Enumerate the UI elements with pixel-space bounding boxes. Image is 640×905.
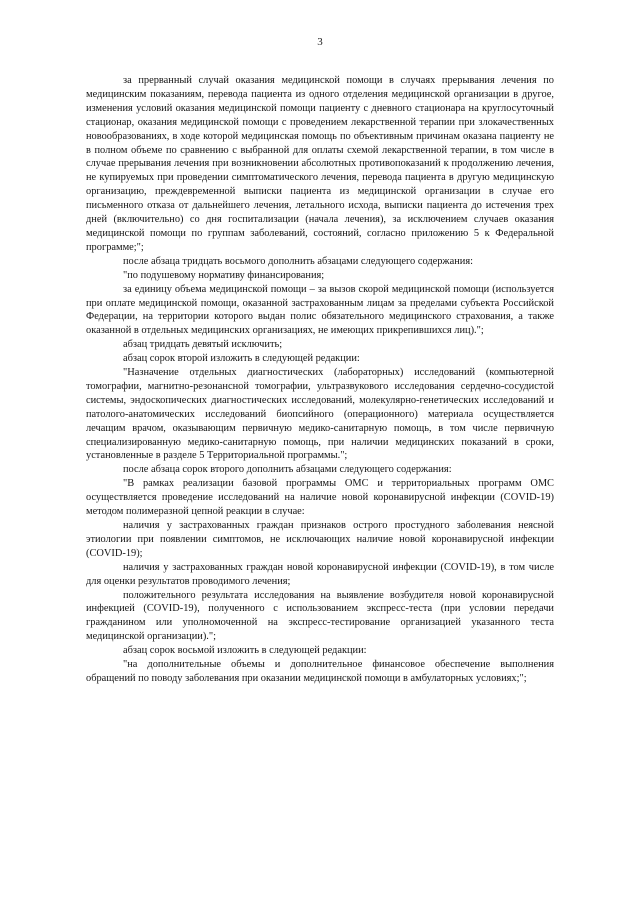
page-number: 3 bbox=[317, 36, 323, 48]
paragraph: "В рамках реализации базовой программы ОМС и территориальных программ ОМС осуществляется проведение исследований на наличие новой коронавирусной инфекции (COVID-19) методом полимеразной цепной реакции в случае: bbox=[86, 478, 554, 518]
paragraph: наличия у застрахованных граждан признаков острого простудного заболевания неясной этиологии при появлении симптомов, не исключающих наличие новой коронавирусной инфекции (COVID-19); bbox=[86, 520, 554, 559]
paragraph: абзац сорок восьмой изложить в следующей редакции: bbox=[123, 645, 367, 657]
paragraph: после абзаца тридцать восьмого дополнить абзацами следующего содержания: bbox=[123, 255, 474, 267]
paragraph: "по подушевому нормативу финансирования; bbox=[123, 269, 325, 281]
paragraph: абзац тридцать девятый исключить; bbox=[123, 339, 283, 351]
paragraph: наличия у застрахованных граждан новой коронавирусной инфекции (COVID-19), в том числе для оценки результатов проводимого лечения; bbox=[86, 561, 554, 587]
paragraph: после абзаца сорок второго дополнить абзацами следующего содержания: bbox=[123, 464, 452, 476]
paragraph: за единицу объема медицинской помощи – за вызов скорой медицинской помощи (используется при оплате медицинской помощи, оказанной застрахованным лицам за пределами субъекта Российской Федерации, на территории которого выдан полис обязательного медицинского страхования, а также оказанной в отдельных медицинских организациях, не имеющих прикрепившихся лиц)."; bbox=[86, 283, 554, 337]
paragraph: абзац сорок второй изложить в следующей редакции: bbox=[123, 353, 360, 365]
paragraph: "Назначение отдельных диагностических (лабораторных) исследований (компьютерной томографии, магнитно-резонансной томографии, ультразвукового исследования сердечно-сосудистой системы, эндоскопических диагностических исследований, молекулярно-генетических исследований и патолого-анатомических исследований биопсийного (операционного) материала осуществляется лечащим врачом, оказывающим первичную медико-санитарную помощь, в том числе первичную специализированную медико-санитарную помощь, при наличии медицинских показаний в сроки, установленные в разделе 5 Территориальной программы."; bbox=[86, 367, 554, 462]
paragraph: положительного результата исследования на выявление возбудителя новой коронавирусной инфекцией (COVID-19), полученного с использованием экспресс-теста (при условии передачи гражданином или уполномоченной на экспресс-тестирование организацией указанного теста медицинской организации)."; bbox=[86, 589, 554, 643]
paragraph: "на дополнительные объемы и дополнительное финансовое обеспечение выполнения обращений по поводу заболевания при оказании медицинской помощи в амбулаторных условиях;"; bbox=[86, 659, 554, 684]
paragraph: за прерванный случай оказания медицинской помощи в случаях прерывания лечения по медицинским показаниям, перевода пациента из одного отделения медицинской организации в другое, изменения условий оказания медицинской помощи пациенту с дневного стационара на круглосуточный стационар, оказания медицинской помощи с проведением лекарственной терапии при злокачественных новообразованиях, в ходе которой медицинская помощь по объективным причинам оказана пациенту не в полном объеме по сравнению с выбранной для оплаты схемой лекарственной терапии, в том числе в случае прерывания лечения при возникновении абсолютных противопоказаний к продолжению лечения, не купируемых при проведении симптоматического лечения, перевода пациента в другую медицинскую организацию, преждевременной выписки пациента из медицинской организации в случае его письменного отказа от дальнейшего лечения, летального исхода, выписки пациента до истечения трех дней (включительно) со дня госпитализации (начала лечения), за исключением случаев оказания медицинской помощи по группам заболеваний, состояний, согласно приложению 5 к Федеральной программе;"; bbox=[86, 75, 554, 253]
document-body bbox=[86, 74, 554, 686]
